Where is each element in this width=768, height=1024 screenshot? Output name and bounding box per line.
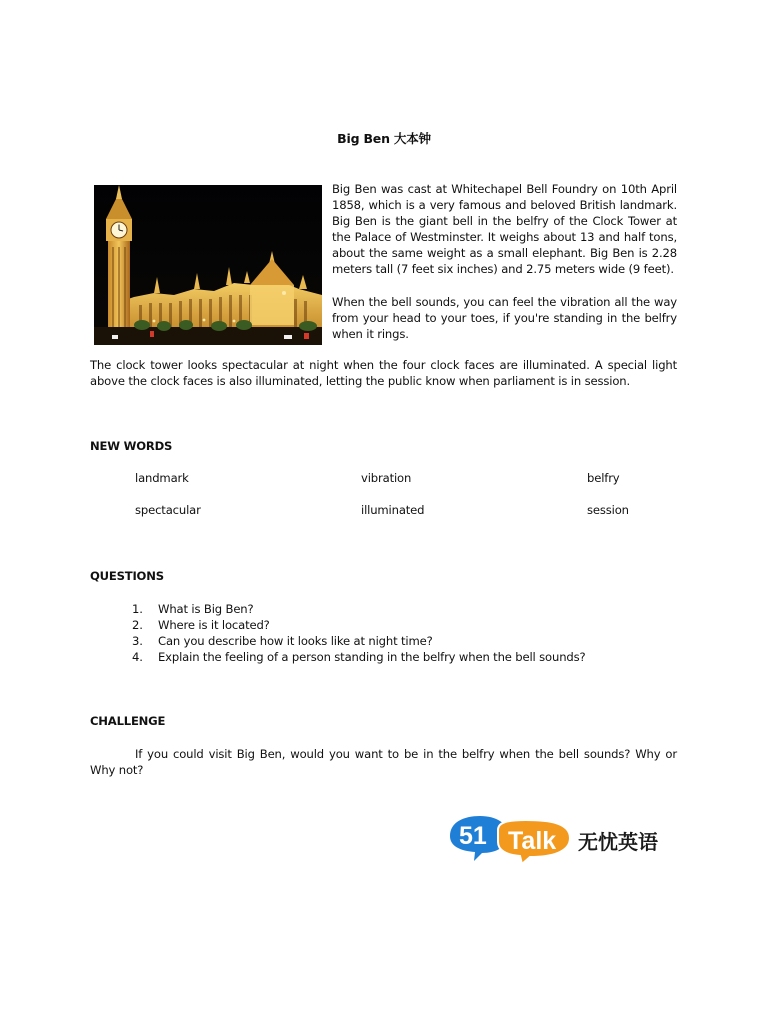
logo-chinese: 无忧英语	[578, 830, 658, 854]
night-paragraph: The clock tower looks spectacular at night when the four clock faces are illuminated. A special light above the clock faces is also illuminated, letting the public know when parliament is in session.	[90, 358, 677, 388]
big-ben-photo	[94, 185, 322, 345]
page-title: Big Ben 大本钟	[337, 131, 431, 146]
question-item	[132, 617, 586, 633]
question-number: 3.	[132, 634, 143, 648]
question-number: 2.	[132, 618, 143, 632]
51talk-logo	[446, 814, 668, 864]
vibration-paragraph: When the bell sounds, you can feel the vibration all the way from your head to your toes, if you're standing in the belfry when it rings.	[332, 295, 677, 341]
question-number: 1.	[132, 602, 143, 616]
logo-word: Talk	[508, 827, 557, 855]
challenge-heading: CHALLENGE	[90, 714, 166, 728]
challenge-text: If you could visit Big Ben, would you want to be in the belfry when the bell sounds? Why or Why not?	[90, 747, 677, 777]
vocab-word: illuminated	[361, 503, 425, 517]
question-item	[132, 633, 586, 649]
question-item	[132, 649, 586, 665]
new-words-heading: NEW WORDS	[90, 439, 173, 453]
vocab-word: landmark	[135, 471, 189, 485]
intro-paragraph: Big Ben was cast at Whitechapel Bell Foundry on 10th April 1858, which is a very famous and beloved British landmark. Big Ben is the giant bell in the belfry of the Clock Tower at the Palace of Westminster. It weighs about 13 and half tons, about the same weight as a small elephant. Big Ben is 2.28 meters tall (7 feet six inches) and 2.75 meters wide (9 feet).	[332, 182, 677, 276]
question-item	[132, 601, 586, 617]
question-text: Can you describe how it looks like at night time?	[158, 634, 433, 648]
vocab-word: vibration	[361, 471, 412, 485]
logo-number: 51	[459, 822, 487, 850]
question-number: 4.	[132, 650, 143, 664]
question-text: Explain the feeling of a person standing in the belfry when the bell sounds?	[158, 650, 586, 664]
questions-heading: QUESTIONS	[90, 569, 164, 583]
questions-list	[132, 601, 586, 665]
question-text: Where is it located?	[158, 618, 270, 632]
vocab-word: belfry	[587, 471, 620, 485]
vocab-word: spectacular	[135, 503, 201, 517]
vocab-word: session	[587, 503, 629, 517]
question-text: What is Big Ben?	[158, 602, 254, 616]
